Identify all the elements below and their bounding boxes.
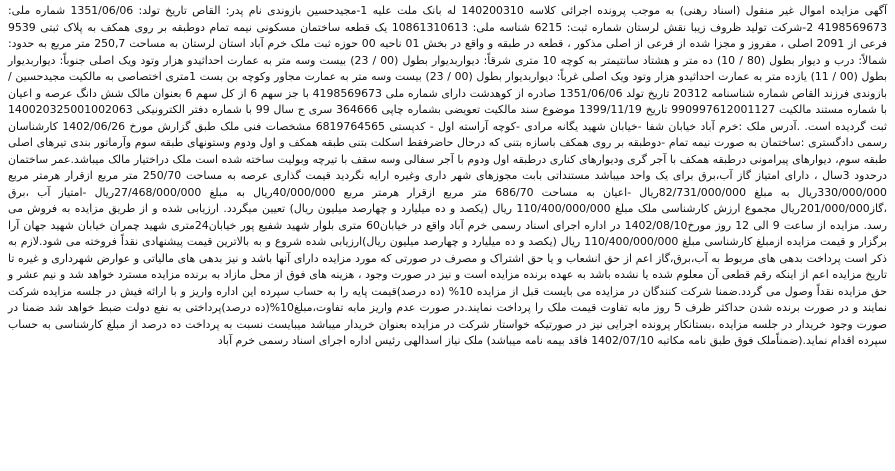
notice-text: آگهی مزایده اموال غیر منقول (اسناد رهنی) به موجب پرونده اجرائی کلاسه 140200310 له بانک ملت علیه 1-مجیدحسین بازوندی نام پدر: القاص تاریخ تولد: 1351/06/06 شماره ملی: 4198569673 2-شرکت تولید ظروف زیبا نقش لرستان شماره ثبت: 6215 شناسه ملی: 10861310613 یک قطعه ساختمان مسکونی نیمه تمام دوطبقه بر روی همکف به پلاک ثبتی 9539 فرعی از 2091 اصلی ، مفروز و مجزا شده از فرعی از اصلی مذکور ، قطعه در طبقه و واقع در بخش 01 ناحیه 00 حوزه ثبت ملک خرم آباد استان لرستان به مساحت 250,7 متر مربع به حدود: شمالاً: درب و دیوار بطول (80 / 10) ده متر و هشتاد سانتیمتر به کوچه 10 متری شرقاً: دیواربدیوار بطول (00 / 23) بیست وسه متر به عمارت احداثیدو هزار وتود ویک اصلی جنوباً: دیواربدیوار بطول (00 / 11) یازده متر به عمارت احداثیدو هزار وتود ویک اصلی غرباً: دیواربدیوار بطول (00 / 23) بیست وسه متر به عمارت مجاور وکوچه بن بست 1متری اختصاصی به مالکیت مجیدحسین / بازوندی فرزند القاص شماره شناسنامه 20312 تاریخ تولد 1351/06/06 صادره از کوهدشت دارای شماره ملی 4198569673 با جز سهم 6 از کل سهم 6 بعنوان مالک شش دانگ عرصه و اعیان با شماره مستند مالکیت 990997612001127 تاریخ 1399/11/19 موضوع سند مالکیت تعویضی بشماره چاپی 364666 سری ج سال 99 با شماره دفتر الکترونیکی 140020325001002063 ثبت گردیده است. .آدرس ملک :خرم آباد خیابان شفا -خیابان شهید یگانه مرادی -کوچه آراسته اول - کدپستی 6819764565 مشخصات فنی ملک طبق گزارش مورخ 1402/06/26 کارشناسان رسمی دادگستری :ساختمان به صورت نیمه تمام -دوطبقه بر روی همکف باسازه بتنی که درحال حاضرفقط اسکلت بتنی طبقه همکف و اول ودوم وستونهای طبقه سوم وآرماتور بندی تیرهای اصلی طبقه سوم، دیوارهای پیرامونی درطبقه همکف با آجر گری ودیوارهای کناری درطبقه اول ودوم با آجر سفالی وسه سقف با تیرچه وبولیت ساخته شده است ملک دراختیار مالک میباشد.عمر ساختمان درحدود 3سال ، دارای امتیاز گاز آب،برق برای یک واحد میباشد مستنداتی بابت مجوزهای شهر داری وغیره ارایه نگردید قیمت گذاری عرصه به مساحت 250/70 متر مربع ازقرار هرمتر مربع 330/000/000ریال به مبلغ 82/731/000/000ریال -اعیان به مساحت 686/70 متر مربع ازقرار هرمتر مربع 40/000/000ریال به مبلغ 27/468/000/000ریال -امتیاز آب ،برق ،گاز201/000/000ریال مجموع ارزش کارشناسی ملک مبلغ 110/400/000/000 ریال (یکصد و ده میلیارد و چهارصد میلیون ریال) تعیین میگردد. ارزیابی شده و از طریق مزایده به فروش می رسد. مزایده از ساعت 9 الی 12 روز مورخ1402/08/10 در اداره اجرای اسناد رسمی خرم آباد واقع در خیابان60 متری بلوار شهید شفیع پور خیابان24متری شهید چمران خیابان شهید جهان آرا برگزار و قیمت مزایده ازمبلغ کارشناسی مبلغ 110/400/000/000 ریال (یکصد و ده میلیارد و چهارصد میلیون ریال)ارزیابی شده شروع و به بالاترین قیمت پیشنهادی نقداً فروخته می شود.لازم به ذکر است پرداخت بدهی های مربوط به آب،برق،گاز اعم از حق انشعاب و یا حق اشتراک و مصرف در صورتی که مورد مزایده دارای آنها باشد و نیز بدهی های مالیاتی و عوارض شهرداری و غیره تا تاریخ مزایده اعم از اینکه رقم قطعی آن معلوم شده یا نشده باشد به عهده برنده مزایده است و نیز در صورت وجود ، هزینه های فوق از محل مازاد به برنده مزایده مسترد خواهد شد و نیم عشر و حق مزایده نقداً وصول می گردد.ضمنا شرکت کنندگان در مزایده می بایست قبل از مزایده 10% (ده درصد)قیمت پایه را به حساب سپرده این اداره واریز و با ارائه فیش در جلسه مزایده شرکت نمایند و در صورت برنده شدن حداکثر ظرف 5 روز مابه تفاوت قیمت ملک را پرداخت نمایند.در صورت عدم واریز مابه تفاوت،مبلغ10%(ده درصد)پرداختی به نفع دولت ضبط خواهد شد ضمنا در صورت وجود خریدار در جلسه مزایده ،بستانکار پرونده اجرایی نیز در صورتیکه خواستار شرکت در مزایده بعنوان خریدار میباشد میبایست نسبت به پرداخت ده درصد از مبلغ کارشناسی به حساب سپرده اقدام نماید.(ضمناًملک فوق طبق نامه مکاتبه 1402/07/10 فاقد بیمه نامه میباشد) ملک نیاز اسدالهی رئیس اداره اجرای اسناد رسمی خرم آباد — [8, 4, 888, 347]
